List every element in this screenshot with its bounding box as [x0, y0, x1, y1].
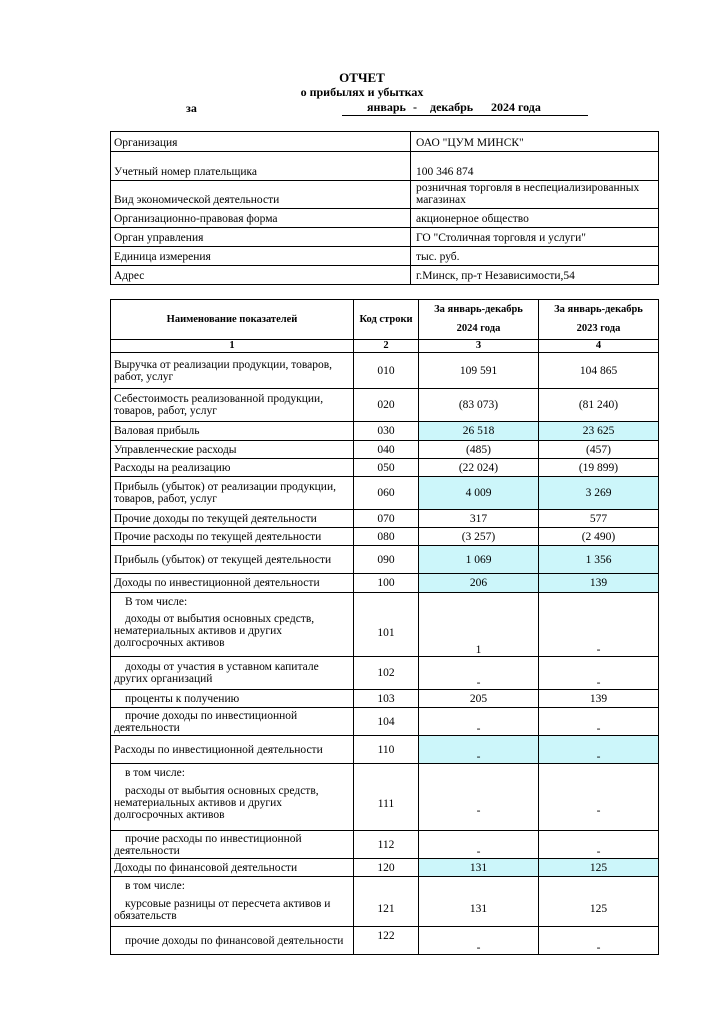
row-intro: В том числе:	[125, 596, 188, 608]
row-current: 131	[419, 877, 539, 927]
row-name-group	[111, 764, 354, 831]
org-value: г.Минск, пр-т Независимости,54	[411, 266, 659, 285]
org-label: Вид экономической деятельности	[111, 181, 411, 209]
col-number: 1	[111, 340, 354, 353]
org-row	[111, 266, 659, 285]
period-dash: -	[413, 100, 417, 114]
row-code: 040	[354, 441, 419, 459]
row-previous: 1 356	[539, 546, 659, 574]
col-number: 4	[539, 340, 659, 353]
row-code: 030	[354, 422, 419, 441]
row-name: доходы от выбытия основных средств, нематериальных активов и других долгосрочных активов	[114, 613, 315, 649]
row-previous: (81 240)	[539, 389, 659, 422]
row-code: 110	[354, 736, 419, 764]
org-value: ОАО "ЦУМ МИНСК"	[411, 132, 659, 152]
table-row	[111, 528, 659, 546]
row-current: 1	[419, 593, 539, 657]
row-previous: (2 490)	[539, 528, 659, 546]
row-current: (22 024)	[419, 459, 539, 477]
table-row	[111, 877, 659, 927]
row-name: Прочие доходы по текущей деятельности	[111, 510, 354, 528]
org-label: Организационно-правовая форма	[111, 209, 411, 228]
row-code: 050	[354, 459, 419, 477]
row-name: Прочие расходы по текущей деятельности	[111, 528, 354, 546]
row-code: 111	[354, 764, 419, 831]
table-row	[111, 574, 659, 593]
row-current: 317	[419, 510, 539, 528]
row-code: 080	[354, 528, 419, 546]
org-row	[111, 181, 659, 209]
header-current-line1: За январь-декабрь	[434, 304, 523, 315]
column-numbers-row	[111, 340, 659, 353]
header-previous-period	[539, 300, 659, 340]
period-year: 2024 года	[491, 100, 541, 114]
row-name: Доходы по инвестиционной деятельности	[111, 574, 354, 593]
col-number: 3	[419, 340, 539, 353]
row-current: -	[419, 736, 539, 764]
row-intro: в том числе:	[125, 767, 185, 779]
org-value: 100 346 874	[411, 152, 659, 181]
org-value: тыс. руб.	[411, 247, 659, 266]
row-current: 206	[419, 574, 539, 593]
row-name-group	[111, 877, 354, 927]
row-name: Управленческие расходы	[111, 441, 354, 459]
table-row	[111, 708, 659, 736]
row-name: прочие расходы по инвестиционной деятельности	[111, 831, 354, 859]
period-month-to: декабрь	[430, 100, 474, 114]
table-row	[111, 593, 659, 657]
org-row	[111, 228, 659, 247]
row-previous: (19 899)	[539, 459, 659, 477]
org-label: Орган управления	[111, 228, 411, 247]
header-current-line2: 2024 года	[456, 323, 501, 334]
row-name: Себестоимость реализованной продукции, товаров, работ, услуг	[111, 389, 354, 422]
row-current: -	[419, 708, 539, 736]
row-name-group	[111, 593, 354, 657]
period-prefix: за	[186, 101, 197, 115]
row-previous: 3 269	[539, 477, 659, 510]
row-previous: (457)	[539, 441, 659, 459]
row-previous: -	[539, 831, 659, 859]
row-previous: 139	[539, 574, 659, 593]
table-row	[111, 546, 659, 574]
row-previous: -	[539, 708, 659, 736]
row-previous: -	[539, 927, 659, 955]
row-name: Расходы на реализацию	[111, 459, 354, 477]
row-code: 060	[354, 477, 419, 510]
row-current: 4 009	[419, 477, 539, 510]
row-name: Расходы по инвестиционной деятельности	[111, 736, 354, 764]
row-current: -	[419, 831, 539, 859]
row-code: 112	[354, 831, 419, 859]
row-code: 121	[354, 877, 419, 927]
row-current: (485)	[419, 441, 539, 459]
row-previous: -	[539, 736, 659, 764]
org-row	[111, 209, 659, 228]
table-row	[111, 422, 659, 441]
row-current: 205	[419, 690, 539, 708]
report-title: ОТЧЕТ	[339, 70, 385, 85]
row-previous: 125	[539, 859, 659, 877]
period-line	[342, 100, 588, 116]
col-number: 2	[354, 340, 419, 353]
org-label: Адрес	[111, 266, 411, 285]
row-previous: -	[539, 764, 659, 831]
org-row	[111, 152, 659, 181]
table-row	[111, 441, 659, 459]
row-name: прочие доходы по инвестиционной деятельности	[111, 708, 354, 736]
header-name: Наименование показателей	[111, 300, 354, 340]
row-code: 010	[354, 353, 419, 389]
row-code: 101	[354, 593, 419, 657]
row-code: 090	[354, 546, 419, 574]
table-row	[111, 859, 659, 877]
table-row	[111, 927, 659, 955]
table-row	[111, 831, 659, 859]
header-code: Код строки	[354, 300, 419, 340]
row-current: (3 257)	[419, 528, 539, 546]
row-code: 102	[354, 657, 419, 690]
row-name: Прибыль (убыток) от текущей деятельности	[111, 546, 354, 574]
row-name: прочие доходы по финансовой деятельности	[111, 927, 354, 955]
table-row	[111, 764, 659, 831]
org-row	[111, 247, 659, 266]
row-code: 020	[354, 389, 419, 422]
row-current: (83 073)	[419, 389, 539, 422]
row-current: 1 069	[419, 546, 539, 574]
row-code: 070	[354, 510, 419, 528]
row-name: Валовая прибыль	[111, 422, 354, 441]
row-code: 120	[354, 859, 419, 877]
row-current: -	[419, 657, 539, 690]
period-month-from: январь	[367, 100, 406, 114]
org-label: Учетный номер плательщика	[111, 152, 411, 181]
table-row	[111, 690, 659, 708]
row-name: Выручка от реализации продукции, товаров, работ, услуг	[111, 353, 354, 389]
org-value: ГО "Столичная торговля и услуги"	[411, 228, 659, 247]
row-current: -	[419, 764, 539, 831]
profit-loss-table	[110, 299, 659, 955]
organization-info-table	[110, 131, 659, 285]
table-row	[111, 510, 659, 528]
row-name: расходы от выбытия основных средств, нематериальных активов и других долгосрочных активов	[114, 785, 319, 821]
row-name: доходы от участия в уставном капитале других организаций	[111, 657, 354, 690]
row-current: 26 518	[419, 422, 539, 441]
table-row	[111, 477, 659, 510]
org-value: розничная торговля в неспециализированных магазинах	[411, 181, 659, 209]
row-code: 100	[354, 574, 419, 593]
row-code: 122	[354, 927, 419, 955]
row-previous: 104 865	[539, 353, 659, 389]
row-current: -	[419, 927, 539, 955]
row-code: 103	[354, 690, 419, 708]
row-previous: 23 625	[539, 422, 659, 441]
row-name: курсовые разницы от пересчета активов и обязательств	[114, 898, 331, 922]
row-previous: -	[539, 657, 659, 690]
row-name: Прибыль (убыток) от реализации продукции, товаров, работ, услуг	[111, 477, 354, 510]
table-row	[111, 353, 659, 389]
table-row	[111, 736, 659, 764]
row-previous: 139	[539, 690, 659, 708]
table-row	[111, 459, 659, 477]
table-header-row	[111, 300, 659, 340]
row-previous: -	[539, 593, 659, 657]
row-previous: 577	[539, 510, 659, 528]
row-name: проценты к получению	[111, 690, 354, 708]
org-label: Единица измерения	[111, 247, 411, 266]
row-current: 131	[419, 859, 539, 877]
table-row	[111, 657, 659, 690]
header-previous-line2: 2023 года	[576, 323, 621, 334]
row-name: Доходы по финансовой деятельности	[111, 859, 354, 877]
row-previous: 125	[539, 877, 659, 927]
table-row	[111, 389, 659, 422]
org-row	[111, 132, 659, 152]
header-current-period	[419, 300, 539, 340]
row-current: 109 591	[419, 353, 539, 389]
row-code: 104	[354, 708, 419, 736]
org-label: Организация	[111, 132, 411, 152]
report-subtitle: о прибылях и убытках	[300, 85, 424, 99]
org-value: акционерное общество	[411, 209, 659, 228]
header-previous-line1: За январь-декабрь	[554, 304, 643, 315]
row-intro: в том числе:	[125, 880, 185, 892]
